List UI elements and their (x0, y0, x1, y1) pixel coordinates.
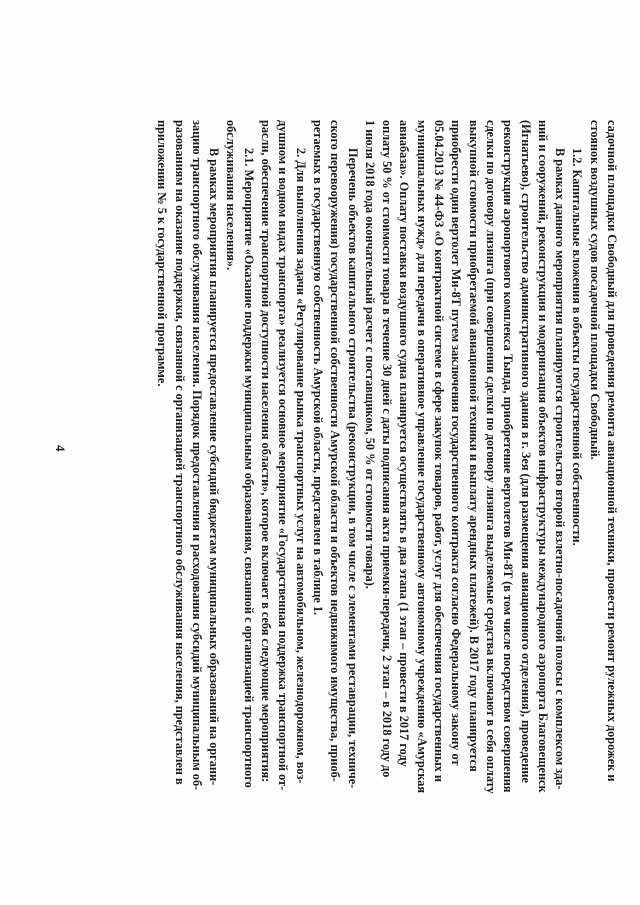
text-line: 1.2. Капитальные вложения в объекты государственной собственности. (570, 148, 585, 546)
text-line: расли, обеспечение транспортной доступности населения области», которое включает в себя следующие мероприятия: (259, 120, 274, 783)
text-line: зацию транспортного обслуживания населения. Порядок предоставления и расходования субсидий муниципальным об- (189, 120, 204, 791)
text-line: обслуживания населения». (224, 120, 239, 271)
text-line: ретаемых в государственную собственность Амурской области, представлен в таблице 1. (310, 120, 325, 616)
text-line: 1 июля 2018 года окончательный расчет с поставщиком, 50 % от стоимости товара). (362, 120, 377, 589)
page-number: 4 (53, 445, 68, 452)
text-line: В рамках данного мероприятия планируются строительство второй взлетно-посадочной полосы с комплексом зда- (553, 148, 568, 790)
text-line: разованиям на оказание поддержки, связанной с организацией транспортного обслуживания населения, представлен в (172, 120, 187, 785)
text-line: душном и водном видах транспорта» реализуется основное мероприятие «Государственная поддержка транспортной от- (276, 120, 291, 791)
text-line: авиабаза». Оплату поставки воздушного судна планируется осуществлять в два этапа (1 этап – провести в 2017 году (397, 120, 412, 767)
text-line: 2. Для выполнения задачи «Регулирование рынка транспортных услуг на автомобильном, железнодорожном, воз- (293, 148, 308, 784)
text-line: приобрести один вертолет Ми-8Т путем заключения государственного контракта согласно Федеральному закону от (449, 120, 464, 766)
text-line: (Игнатьево), строительство административного здания в г. Зея (для размещения авиационного отделения), проведение (518, 120, 533, 783)
text-line: ского перевооружения) государственной собственности Амурской области и объектов недвижимого имущества, приоб- (328, 120, 343, 782)
body-text (153, 120, 620, 800)
text-line: стоянок воздушных судов посадочной площадки Свободный. (587, 120, 602, 460)
text-line: оплату 50 % от стоимости товара в течение 30 дней с даты подписания акта приемки-передачи, 2 этап – в 2018 году до (380, 120, 395, 778)
text-line: муниципальных нужд» для передачи в оперативное управление государственному автономному учреждению «Амурская (414, 120, 429, 794)
text-line: выкупной стоимости приобретаемой авиационной техники и выплату арендных платежей). В 2017 году планируется (466, 120, 481, 772)
text-line: Перечень объектов капитального строительства (реконструкции, в том числе с элементами реставрации, техниче- (345, 148, 360, 789)
text-line: реконструкции аэропортового комплекса Тында, приобретение вертолетов Ми-8Т (в том числе посредством совершения (501, 120, 516, 793)
text-line: В рамках мероприятия планируется предоставление субсидий бюджетам муниципальных образований на органи- (207, 148, 222, 786)
text-line: ний и сооружений, реконструкция и модернизация объектов инфраструктуры международного аэропорта Благовещенск (535, 120, 550, 793)
text-line: садочной площадки Свободный для проведения ремонта авиационной техники, провести ремонт рулежных дорожек и (605, 120, 619, 782)
text-line: 05.04.2013 № 44-ФЗ «О контрактной системе в сфере закупок товаров, работ, услуг для обеспечения государственных и (432, 120, 447, 782)
text-line: 2.1. Мероприятие «Оказание поддержки муниципальным образованиям, связанной с организацией транспортного (241, 148, 256, 788)
text-line: приложении № 5 к государственной программе. (155, 120, 170, 387)
text-line: сделки по договору лизинга (при совершении сделки по договору лизинга выделяемые средства включают в себя оплату (483, 120, 498, 794)
